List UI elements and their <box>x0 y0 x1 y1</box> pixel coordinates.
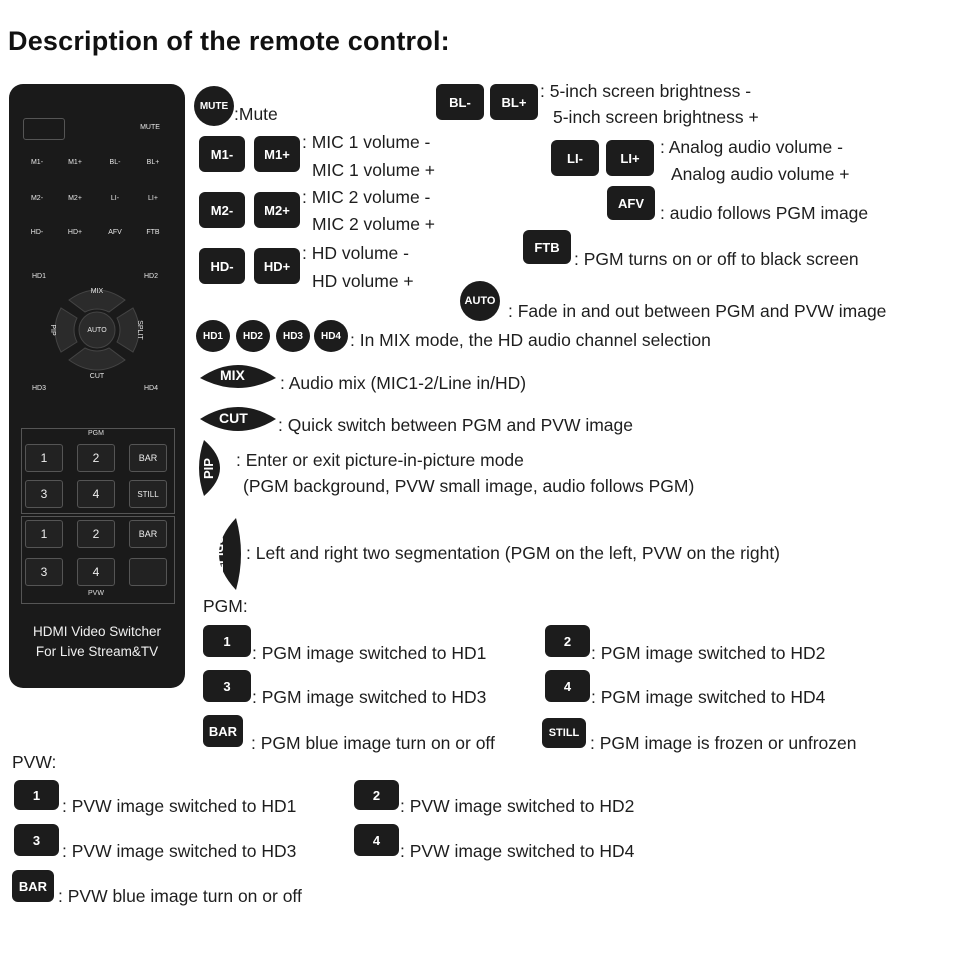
ftb-desc: : PGM turns on or off to black screen <box>574 249 859 269</box>
afv-desc: : audio follows PGM image <box>660 203 869 223</box>
pgm-key-still: STILL <box>542 718 586 748</box>
remote-li-minus: LI- <box>110 194 120 202</box>
li-minus-key: LI- <box>551 140 599 176</box>
m2-desc-line2: MIC 2 volume + <box>312 214 436 234</box>
pvw-desc-3: : PVW image switched to HD3 <box>62 841 297 861</box>
pgm-desc-3: : PGM image switched to HD3 <box>252 687 487 707</box>
hd-minus-key: HD- <box>199 248 245 284</box>
pip-desc-line2: (PGM background, PVW small image, audio follows PGM) <box>243 476 695 496</box>
pgm-key-1: 1 <box>203 625 251 657</box>
auto-desc: : Fade in and out between PGM and PVW image <box>508 301 887 321</box>
pvw-key-2: 2 <box>354 780 399 810</box>
remote-pgm-1: 1 <box>25 444 63 472</box>
mute-desc: :Mute <box>234 104 278 124</box>
pgm-desc-bar: : PGM blue image turn on or off <box>251 733 495 753</box>
remote-pvw-1: 1 <box>25 520 63 548</box>
remote-hd1: HD1 <box>31 272 46 280</box>
remote-hd-minus: HD- <box>30 228 44 236</box>
hd2-key: HD2 <box>236 320 270 352</box>
pgm-key-3: 3 <box>203 670 251 702</box>
li-plus-key: LI+ <box>606 140 654 176</box>
remote-name-line2: For Live Stream&TV <box>35 644 159 659</box>
remote-m1-minus: M1- <box>30 158 44 166</box>
m1-desc-line1: : MIC 1 volume - <box>302 132 431 152</box>
pip-key: PIP <box>200 458 216 479</box>
m2-desc-line1: : MIC 2 volume - <box>302 187 431 207</box>
remote-pip: PIP <box>49 324 57 336</box>
m1-minus-key: M1- <box>199 136 245 172</box>
remote-hd4: HD4 <box>143 384 158 392</box>
cut-desc: : Quick switch between PGM and PVW image <box>278 415 633 435</box>
split-key: SPLIT <box>210 535 226 572</box>
remote-pgm-still: STILL <box>129 480 167 508</box>
remote-m2-minus: M2- <box>30 194 44 202</box>
remote-pvw-blank <box>129 558 167 586</box>
remote-pvw-4: 4 <box>77 558 115 586</box>
remote-cut: CUT <box>89 372 105 380</box>
hd3-key: HD3 <box>276 320 310 352</box>
pvw-key-bar: BAR <box>12 870 54 902</box>
bl-desc-line1: : 5-inch screen brightness - <box>540 81 752 101</box>
remote-pvw-3: 3 <box>25 558 63 586</box>
remote-hd3: HD3 <box>31 384 46 392</box>
remote-split: SPLIT <box>136 320 144 340</box>
remote-pvw-label: PVW <box>88 590 104 597</box>
bl-plus-key: BL+ <box>490 84 538 120</box>
pvw-desc-bar: : PVW blue image turn on or off <box>58 886 302 906</box>
remote-pgm-2: 2 <box>77 444 115 472</box>
auto-key: AUTO <box>460 281 500 321</box>
remote-pgm-label: PGM <box>88 430 104 437</box>
remote-afv: AFV <box>108 228 122 236</box>
remote-pgm-bar: BAR <box>129 444 167 472</box>
hd-desc-line2: HD volume + <box>312 271 414 291</box>
pvw-heading: PVW: <box>12 752 57 772</box>
pgm-desc-4: : PGM image switched to HD4 <box>591 687 826 707</box>
mix-key: MIX <box>220 367 245 383</box>
hdsel-desc: : In MIX mode, the HD audio channel selection <box>350 330 711 350</box>
m1-desc-line2: MIC 1 volume + <box>312 160 436 180</box>
remote-control-illustration <box>9 84 185 688</box>
pvw-desc-1: : PVW image switched to HD1 <box>62 796 297 816</box>
remote-hd-plus: HD+ <box>67 228 83 236</box>
pvw-key-4: 4 <box>354 824 399 856</box>
m1-plus-key: M1+ <box>254 136 300 172</box>
remote-bl-minus: BL- <box>109 158 121 166</box>
pvw-desc-2: : PVW image switched to HD2 <box>400 796 635 816</box>
mute-key: MUTE <box>194 86 234 126</box>
remote-m1-plus: M1+ <box>68 158 82 166</box>
pgm-desc-2: : PGM image switched to HD2 <box>591 643 826 663</box>
remote-hd2: HD2 <box>143 272 158 280</box>
bl-desc-line2: 5-inch screen brightness + <box>553 107 759 127</box>
pgm-key-bar: BAR <box>203 715 243 747</box>
remote-ftb: FTB <box>146 228 160 236</box>
remote-pgm-3: 3 <box>25 480 63 508</box>
hd-plus-key: HD+ <box>254 248 300 284</box>
remote-bl-plus: BL+ <box>146 158 160 166</box>
li-desc-line2: Analog audio volume + <box>671 164 850 184</box>
remote-name-line1: HDMI Video Switcher <box>32 624 162 639</box>
pgm-key-2: 2 <box>545 625 590 657</box>
remote-blank-key <box>23 118 65 140</box>
pgm-heading: PGM: <box>203 596 248 616</box>
li-desc-line1: : Analog audio volume - <box>660 137 843 157</box>
pvw-desc-4: : PVW image switched to HD4 <box>400 841 635 861</box>
pvw-key-3: 3 <box>14 824 59 856</box>
remote-m2-plus: M2+ <box>68 194 82 202</box>
remote-mix: MIX <box>90 287 104 295</box>
m2-plus-key: M2+ <box>254 192 300 228</box>
hd4-key: HD4 <box>314 320 348 352</box>
split-desc: : Left and right two segmentation (PGM on the left, PVW on the right) <box>246 543 781 563</box>
remote-mute-key: MUTE <box>140 123 160 131</box>
m2-minus-key: M2- <box>199 192 245 228</box>
hd1-key: HD1 <box>196 320 230 352</box>
page-title: Description of the remote control: <box>8 26 450 56</box>
ftb-key: FTB <box>523 230 571 264</box>
remote-li-plus: LI+ <box>148 194 158 202</box>
bl-minus-key: BL- <box>436 84 484 120</box>
pgm-key-4: 4 <box>545 670 590 702</box>
pgm-desc-still: : PGM image is frozen or unfrozen <box>590 733 857 753</box>
pip-desc-line1: : Enter or exit picture-in-picture mode <box>236 450 524 470</box>
cut-key: CUT <box>219 410 248 426</box>
remote-pvw-2: 2 <box>77 520 115 548</box>
remote-auto: AUTO <box>87 326 107 334</box>
pgm-desc-1: : PGM image switched to HD1 <box>252 643 487 663</box>
remote-pvw-bar: BAR <box>129 520 167 548</box>
afv-key: AFV <box>607 186 655 220</box>
hd-desc-line1: : HD volume - <box>302 243 409 263</box>
pvw-key-1: 1 <box>14 780 59 810</box>
remote-pgm-4: 4 <box>77 480 115 508</box>
mix-desc: : Audio mix (MIC1-2/Line in/HD) <box>280 373 527 393</box>
